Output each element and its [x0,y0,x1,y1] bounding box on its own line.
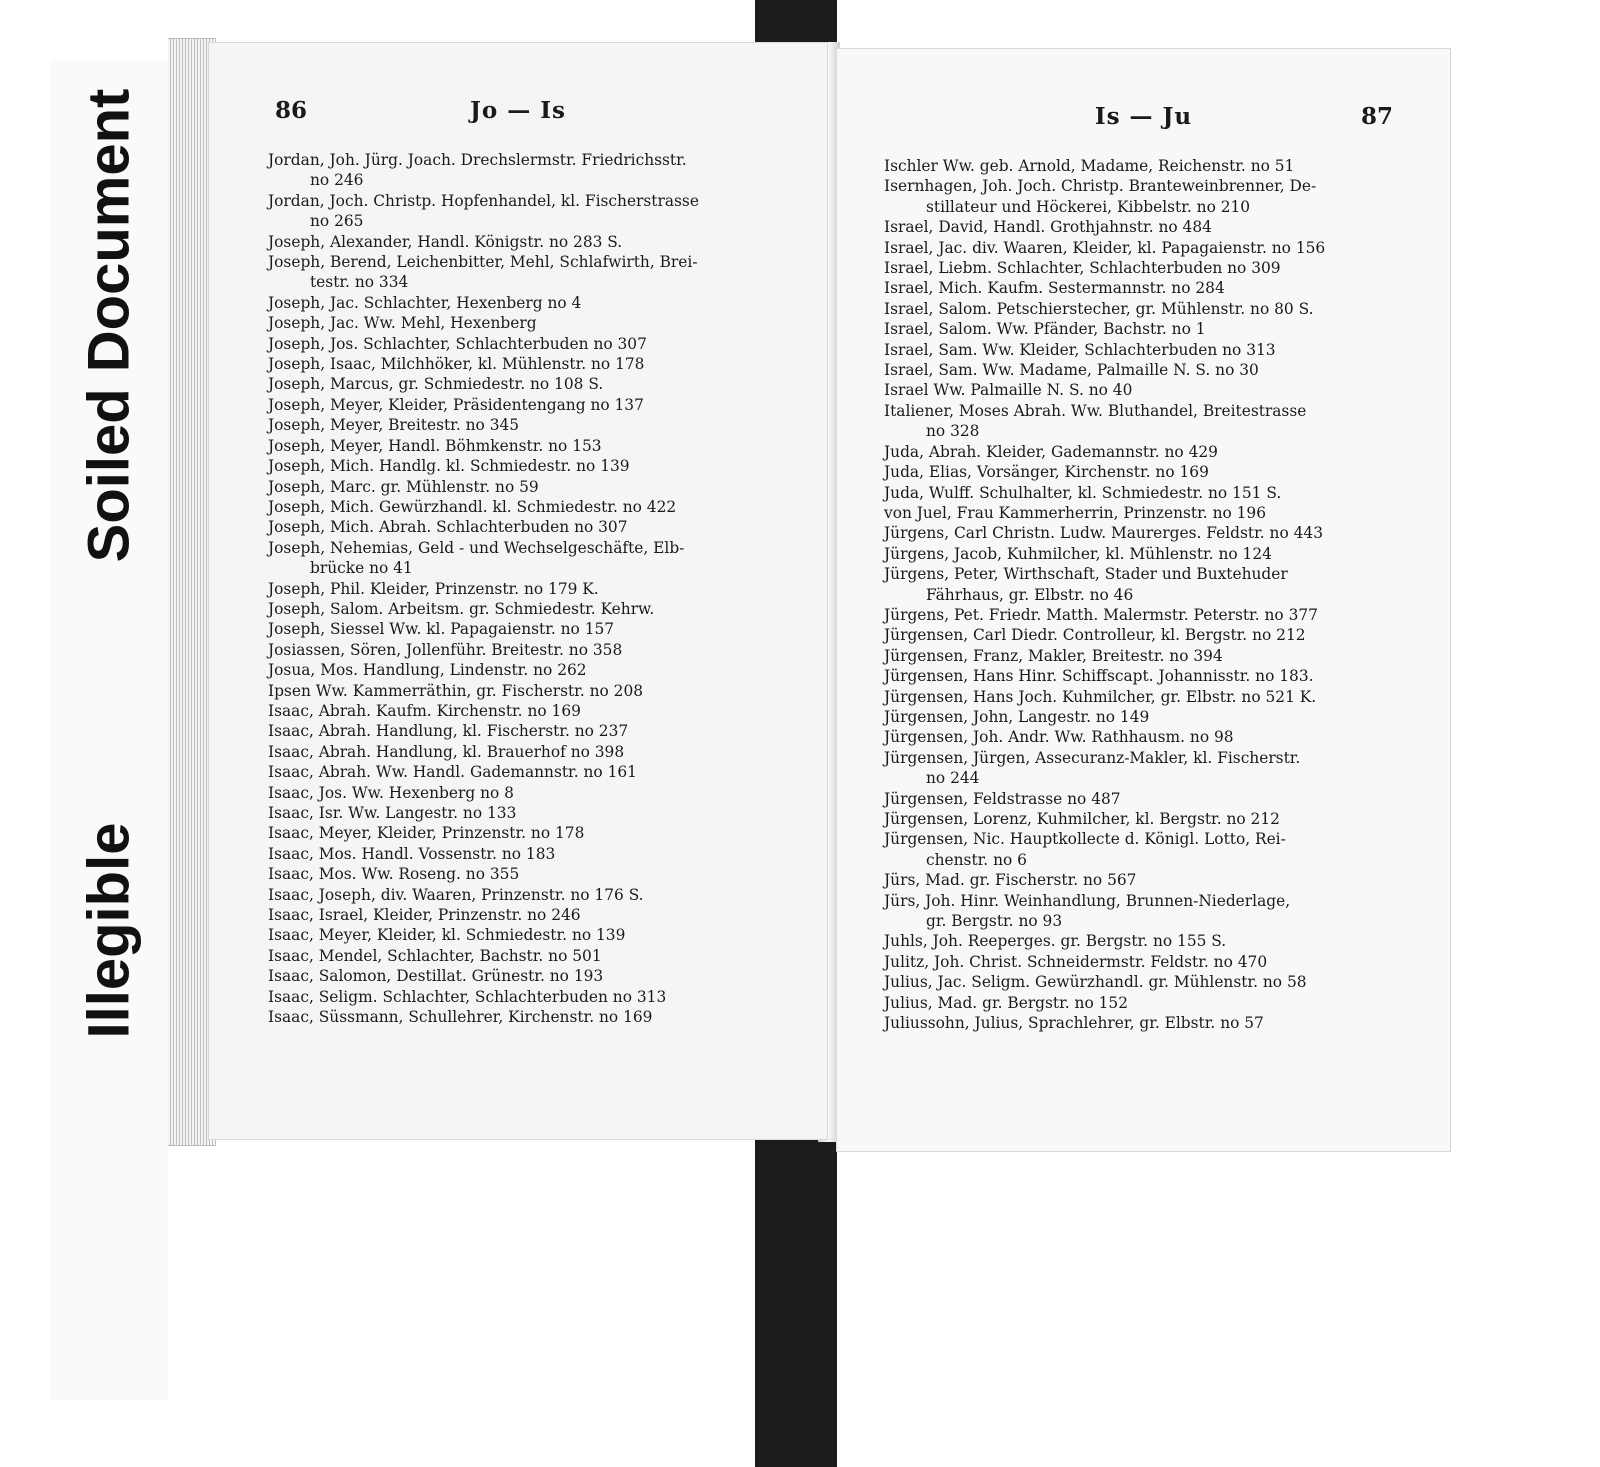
directory-entry: Israel, Liebm. Schlachter, Schlachterbuden no 309 [884,259,1281,278]
directory-entry: Isaac, Meyer, Kleider, Prinzenstr. no 178 [268,824,585,843]
directory-entry: Jürgensen, John, Langestr. no 149 [884,707,1150,726]
directory-entry: Isaac, Abrah. Handlung, kl. Brauerhof no 398 [268,742,625,761]
directory-entry: Joseph, Jos. Schlachter, Schlachterbuden no 307 [268,334,647,353]
illegible-text: Illegible [76,822,142,1038]
directory-entry: Israel Ww. Palmaille N. S. no 40 [884,381,1133,400]
illegible-label [50,650,168,1210]
directory-entry: Israel, Jac. div. Waaren, Kleider, kl. Papagaienstr. no 156 [884,238,1326,257]
left-running-head: Jo — Is [470,97,566,124]
directory-entry: Joseph, Berend, Leichenbitter, Mehl, Schlafwirth, Brei- [268,253,698,272]
directory-entry: Israel, David, Handl. Grothjahnstr. no 484 [884,218,1212,237]
directory-entry: Juda, Elias, Vorsänger, Kirchenstr. no 169 [884,463,1209,482]
directory-entry: Isaac, Mos. Ww. Roseng. no 355 [268,865,520,884]
directory-entry: no 246 [310,171,364,190]
directory-entry: Julitz, Joh. Christ. Schneidermstr. Feldstr. no 470 [884,952,1268,971]
directory-entry: Isaac, Süssmann, Schullehrer, Kirchenstr. no 169 [268,1008,653,1027]
left-directory-entries [268,150,808,1027]
left-page [208,42,828,1140]
directory-entry: no 244 [926,769,980,788]
directory-entry: Joseph, Nehemias, Geld - und Wechselgeschäfte, Elb- [268,538,685,557]
directory-entry: Isaac, Salomon, Destillat. Grünestr. no 193 [268,967,604,986]
right-running-head: Is — Ju [1094,103,1193,130]
directory-entry: Jürgensen, Hans Hinr. Schiffscapt. Johannisstr. no 183. [884,667,1314,686]
directory-entry: Joseph, Phil. Kleider, Prinzenstr. no 179 K. [268,579,599,598]
directory-entry: Isaac, Meyer, Kleider, kl. Schmiedestr. no 139 [268,926,626,945]
directory-entry: Joseph, Mich. Abrah. Schlachterbuden no 307 [268,518,628,537]
directory-entry: Jürgensen, Feldstrasse no 487 [884,789,1121,808]
directory-entry: Josiassen, Sören, Jollenführ. Breitestr. no 358 [268,640,623,659]
directory-entry: Joseph, Marc. gr. Mühlenstr. no 59 [268,477,539,496]
directory-entry: Joseph, Mich. Gewürzhandl. kl. Schmiedestr. no 422 [268,497,677,516]
directory-entry: Isaac, Seligm. Schlachter, Schlachterbuden no 313 [268,987,667,1006]
directory-entry: Israel, Mich. Kaufm. Sestermannstr. no 284 [884,279,1225,298]
soiled-document-text: Soiled Document [76,88,142,562]
directory-entry: Isaac, Isr. Ww. Langestr. no 133 [268,804,517,822]
directory-entry: Josua, Mos. Handlung, Lindenstr. no 262 [268,661,587,680]
directory-entry: Jürgensen, Jürgen, Assecuranz-Makler, kl. Fischerstr. [884,748,1301,767]
directory-entry: testr. no 334 [310,273,409,292]
left-page-header [208,97,828,137]
directory-entry: Juhls, Joh. Reeperges. gr. Bergstr. no 155 S. [884,932,1227,951]
directory-entry: Italiener, Moses Abrah. Ww. Bluthandel, Breitestrasse [884,401,1307,420]
left-page-number: 86 [275,97,308,124]
directory-entry: brücke no 41 [310,559,413,578]
soiled-document-label [50,45,168,605]
directory-entry: Isernhagen, Joh. Joch. Christp. Branteweinbrenner, De- [884,177,1317,196]
directory-entry: Joseph, Jac. Schlachter, Hexenberg no 4 [268,293,582,312]
directory-entry: Isaac, Israel, Kleider, Prinzenstr. no 246 [268,906,581,925]
directory-entry: Juliussohn, Julius, Sprachlehrer, gr. Elbstr. no 57 [884,1014,1264,1033]
directory-entry: Joseph, Meyer, Handl. Böhmkenstr. no 153 [268,436,602,455]
directory-entry: Jürgensen, Nic. Hauptkollecte d. Königl. Lotto, Rei- [884,830,1286,849]
directory-entry: no 265 [310,212,364,231]
directory-entry: stillateur und Höckerei, Kibbelstr. no 210 [926,197,1251,216]
directory-entry: Joseph, Mich. Handlg. kl. Schmiedestr. no 139 [268,457,630,476]
directory-entry: Joseph, Isaac, Milchhöker, kl. Mühlenstr. no 178 [268,355,645,374]
directory-entry: Julius, Mad. gr. Bergstr. no 152 [884,993,1129,1012]
directory-entry: Isaac, Abrah. Ww. Handl. Gademannstr. no 161 [268,763,637,782]
directory-entry: Jürgensen, Lorenz, Kuhmilcher, kl. Bergstr. no 212 [884,810,1280,828]
directory-entry: Isaac, Jos. Ww. Hexenberg no 8 [268,783,514,802]
directory-entry: Joseph, Meyer, Breitestr. no 345 [268,416,520,435]
directory-entry: gr. Bergstr. no 93 [926,912,1063,931]
spine-strip-bottom [755,1138,837,1467]
directory-entry: Jürgensen, Franz, Makler, Breitestr. no 394 [884,646,1223,665]
directory-entry: Jürgens, Carl Christn. Ludw. Maurerges. Feldstr. no 443 [884,524,1323,543]
directory-entry: Isaac, Mos. Handl. Vossenstr. no 183 [268,844,556,863]
right-page-number: 87 [1360,103,1393,130]
directory-entry: Juda, Wulff. Schulhalter, kl. Schmiedestr. no 151 S. [884,483,1282,502]
directory-entry: Israel, Salom. Petschierstecher, gr. Mühlenstr. no 80 S. [884,299,1314,318]
directory-entry: Juda, Abrah. Kleider, Gademannstr. no 429 [884,442,1218,461]
directory-entry: Joseph, Salom. Arbeitsm. gr. Schmiedestr. Kehrw. [268,599,655,618]
directory-entry: Jürgens, Jacob, Kuhmilcher, kl. Mühlenstr. no 124 [884,544,1272,563]
directory-entry: Jordan, Joh. Jürg. Joach. Drechslermstr. Friedrichsstr. [268,151,687,169]
directory-entry: Jürgens, Pet. Friedr. Matth. Malermstr. Peterstr. no 377 [884,605,1318,624]
directory-entry: Jürgensen, Joh. Andr. Ww. Rathhausm. no 98 [884,728,1234,747]
directory-entry: Israel, Sam. Ww. Kleider, Schlachterbuden no 313 [884,340,1276,359]
directory-entry: Jordan, Joch. Christp. Hopfenhandel, kl. Fischerstrasse [268,191,699,210]
directory-entry: Isaac, Joseph, div. Waaren, Prinzenstr. no 176 S. [268,885,644,904]
directory-entry: Ischler Ww. geb. Arnold, Madame, Reichenstr. no 51 [884,157,1295,175]
directory-entry: Joseph, Jac. Ww. Mehl, Hexenberg [268,314,537,333]
directory-entry: Israel, Sam. Ww. Madame, Palmaille N. S. no 30 [884,361,1259,380]
right-page [836,48,1451,1152]
directory-entry: chenstr. no 6 [926,850,1027,869]
directory-entry: Joseph, Marcus, gr. Schmiedestr. no 108 S. [268,375,604,394]
directory-entry: Jürgensen, Hans Joch. Kuhmilcher, gr. Elbstr. no 521 K. [884,687,1317,706]
directory-entry: Jürgensen, Carl Diedr. Controlleur, kl. Bergstr. no 212 [884,626,1306,645]
right-page-header [836,103,1451,143]
directory-entry: Isaac, Abrah. Handlung, kl. Fischerstr. no 237 [268,722,629,741]
directory-entry: Isaac, Abrah. Kaufm. Kirchenstr. no 169 [268,701,581,720]
directory-entry: Ipsen Ww. Kammerräthin, gr. Fischerstr. no 208 [268,681,644,700]
right-directory-entries [884,156,1419,1033]
directory-entry: Julius, Jac. Seligm. Gewürzhandl. gr. Mühlenstr. no 58 [884,973,1307,992]
directory-entry: Joseph, Meyer, Kleider, Präsidentengang no 137 [268,395,644,414]
directory-entry: Jürs, Mad. gr. Fischerstr. no 567 [884,871,1137,890]
directory-entry: Jürs, Joh. Hinr. Weinhandlung, Brunnen-Niederlage, [884,891,1291,910]
directory-entry: Israel, Salom. Ww. Pfänder, Bachstr. no 1 [884,320,1206,339]
directory-entry: von Juel, Frau Kammerherrin, Prinzenstr. no 196 [884,503,1267,522]
directory-entry: Jürgens, Peter, Wirthschaft, Stader und Buxtehuder [884,565,1288,584]
directory-entry: Isaac, Mendel, Schlachter, Bachstr. no 501 [268,946,602,965]
directory-entry: Fährhaus, gr. Elbstr. no 46 [926,585,1134,604]
directory-entry: Joseph, Alexander, Handl. Königstr. no 283 S. [268,232,623,251]
directory-entry: Joseph, Siessel Ww. kl. Papagaienstr. no 157 [268,620,615,639]
directory-entry: no 328 [926,422,980,441]
